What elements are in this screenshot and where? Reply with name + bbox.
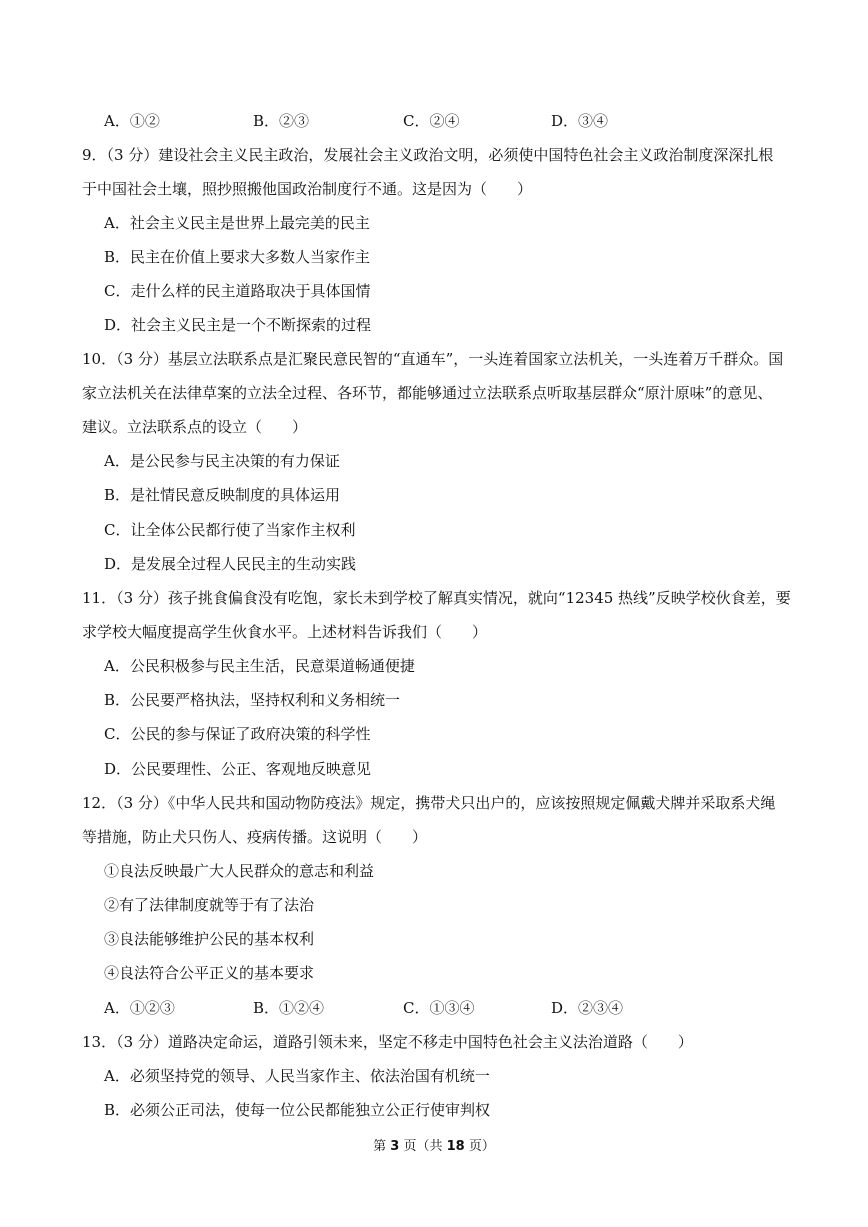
q13-option-a: A．必须坚持党的领导、人民当家作主、依法治国有机统一 (104, 1067, 490, 1085)
q13-option-b: B．必须公正司法，使每一位公民都能独立公正行使审判权 (104, 1101, 491, 1119)
q12-statement-2: ②有了法律制度就等于有了法治 (104, 896, 315, 914)
q12-statement-4: ④良法符合公平正义的基本要求 (104, 964, 315, 982)
q8-option-b: B．②③ (253, 112, 310, 130)
q9-option-d: D．社会主义民主是一个不断探索的过程 (104, 316, 372, 334)
q12-option-c: C．①③④ (403, 999, 475, 1017)
q11-stem-line1: 11．（3 分）孩子挑食偏食没有吃饱，家长未到学校了解真实情况，就向“12345 热线”反映学校伙食差，要 (82, 589, 791, 607)
q9-stem-line1: 9．（3 分）建设社会主义民主政治，发展社会主义政治文明，必须使中国特色社会主义政治制度深深扎根 (82, 146, 774, 164)
q9-stem-line2: 于中国社会土壤，照抄照搬他国政治制度行不通。这是因为（ ） (82, 180, 533, 198)
q10-option-c: C．让全体公民都行使了当家作主权利 (104, 521, 356, 539)
page-footer (0, 1138, 868, 1156)
q11-option-c: C．公民的参与保证了政府决策的科学性 (104, 725, 371, 743)
q12-statement-1: ①良法反映最广大人民群众的意志和利益 (104, 862, 375, 880)
q10-stem-line2: 家立法机关在法律草案的立法全过程、各环节，都能够通过立法联系点听取基层群众“原汁原味”的意见、 (82, 384, 773, 402)
footer-prefix: 第 (373, 1139, 391, 1154)
q12-stem-line1: 12．（3 分）《中华人民共和国动物防疫法》规定，携带犬只出户的，应该按照规定佩戴犬牌并采取系犬绳 (82, 794, 776, 812)
q11-option-a: A．公民积极参与民主生活，民意渠道畅通便捷 (104, 657, 415, 675)
q10-option-d: D．是发展全过程人民民主的生动实践 (104, 555, 357, 573)
q8-options (0, 111, 868, 131)
q12-statement-3: ③良法能够维护公民的基本权利 (104, 930, 315, 948)
q11-option-b: B．公民要严格执法，坚持权利和义务相统一 (104, 691, 401, 709)
q11-option-d: D．公民要理性、公正、客观地反映意见 (104, 760, 372, 778)
q12-option-d: D．②③④ (551, 999, 624, 1017)
footer-total-pages: 18 (446, 1139, 465, 1154)
q8-option-d: D．③④ (551, 112, 609, 130)
q9-option-c: C．走什么样的民主道路取决于具体国情 (104, 282, 371, 300)
q9-option-a: A．社会主义民主是世界上最完美的民主 (104, 214, 370, 232)
q11-stem-line2: 求学校大幅度提高学生伙食水平。上述材料告诉我们（ ） (82, 623, 488, 641)
q8-option-c: C．②④ (403, 112, 460, 130)
q10-option-a: A．是公民参与民主决策的有力保证 (104, 452, 340, 470)
footer-suffix: 页） (464, 1139, 495, 1154)
q10-option-b: B．是社情民意反映制度的具体运用 (104, 486, 341, 504)
q13-stem-line1: 13．（3 分）道路决定命运，道路引领未来，坚定不移走中国特色社会主义法治道路（ ） (82, 1033, 693, 1051)
footer-page-number: 3 (390, 1139, 400, 1154)
q12-stem-line2: 等措施，防止犬只伤人、疫病传播。这说明（ ） (82, 828, 428, 846)
q10-stem-line1: 10．（3 分）基层立法联系点是汇聚民意民智的“直通车”，一头连着国家立法机关，一头连着万千群众。国 (82, 350, 784, 368)
q9-option-b: B．民主在价值上要求大多数人当家作主 (104, 248, 371, 266)
footer-middle: 页（共 (399, 1139, 447, 1154)
q10-stem-line3: 建议。立法联系点的设立（ ） (82, 418, 308, 436)
q12-option-b: B．①②④ (253, 999, 325, 1017)
q12-option-a: A．①②③ (104, 999, 175, 1017)
q8-option-a: A．①② (104, 112, 160, 130)
